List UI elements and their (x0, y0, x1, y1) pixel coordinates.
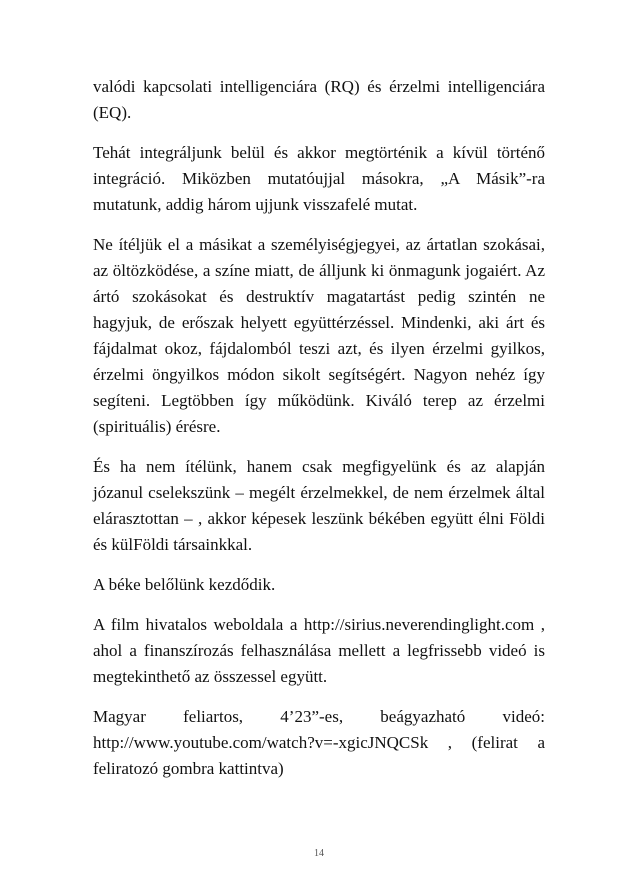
page-body (93, 74, 545, 796)
paragraph-integration: Tehát integráljunk belül és akkor megtörténik a kívül történő integráció. Miközben mutatóujjal másokra, „A Másik”-ra mutatunk, addig három ujjunk visszafelé mutat. (93, 143, 545, 214)
paragraph-intelligence: valódi kapcsolati intelligenciára (RQ) és érzelmi intelligenciára (EQ). (93, 77, 545, 122)
paragraph-observation: És ha nem ítélünk, hanem csak megfigyelünk és az alapján józanul cselekszünk – megélt érzelmekkel, de nem érzelmek által elárasztottan – , akkor képesek leszünk békében együtt élni Földi és külFöldi társainkkal. (93, 457, 545, 554)
paragraph-official-website: A film hivatalos weboldala a http://sirius.neverendinglight.com , ahol a finanszírozás felhasználása mellett a legfrissebb videó is megtekinthető az összessel együtt. (93, 615, 545, 686)
page-number: 14 (314, 848, 324, 859)
paragraph-judgement: Ne ítéljük el a másikat a személyiségjegyei, az ártatlan szokásai, az öltözködése, a színe miatt, de álljunk ki önmagunk jogaiért. Az ártó szokásokat és destruktív magatartást pedig szintén ne hagyjuk, de erőszak helyett együttérzéssel. Mindenki, aki árt és fájdalmat okoz, fájdalomból teszi azt, és ilyen érzelmi gyilkos, érzelmi öngyilkos módon sikolt segítségért. Nagyon nehéz így segíteni. Legtöbben így működünk. Kiváló terep az érzelmi (spirituális) érésre. (93, 235, 545, 436)
paragraph-video-link: Magyar feliartos, 4’23”-es, beágyazható videó: http://www.youtube.com/watch?v=-xgicJNQCSk , (felirat a feliratozó gombra kattintva) (93, 707, 545, 778)
paragraph-peace: A béke belőlünk kezdődik. (93, 575, 276, 594)
